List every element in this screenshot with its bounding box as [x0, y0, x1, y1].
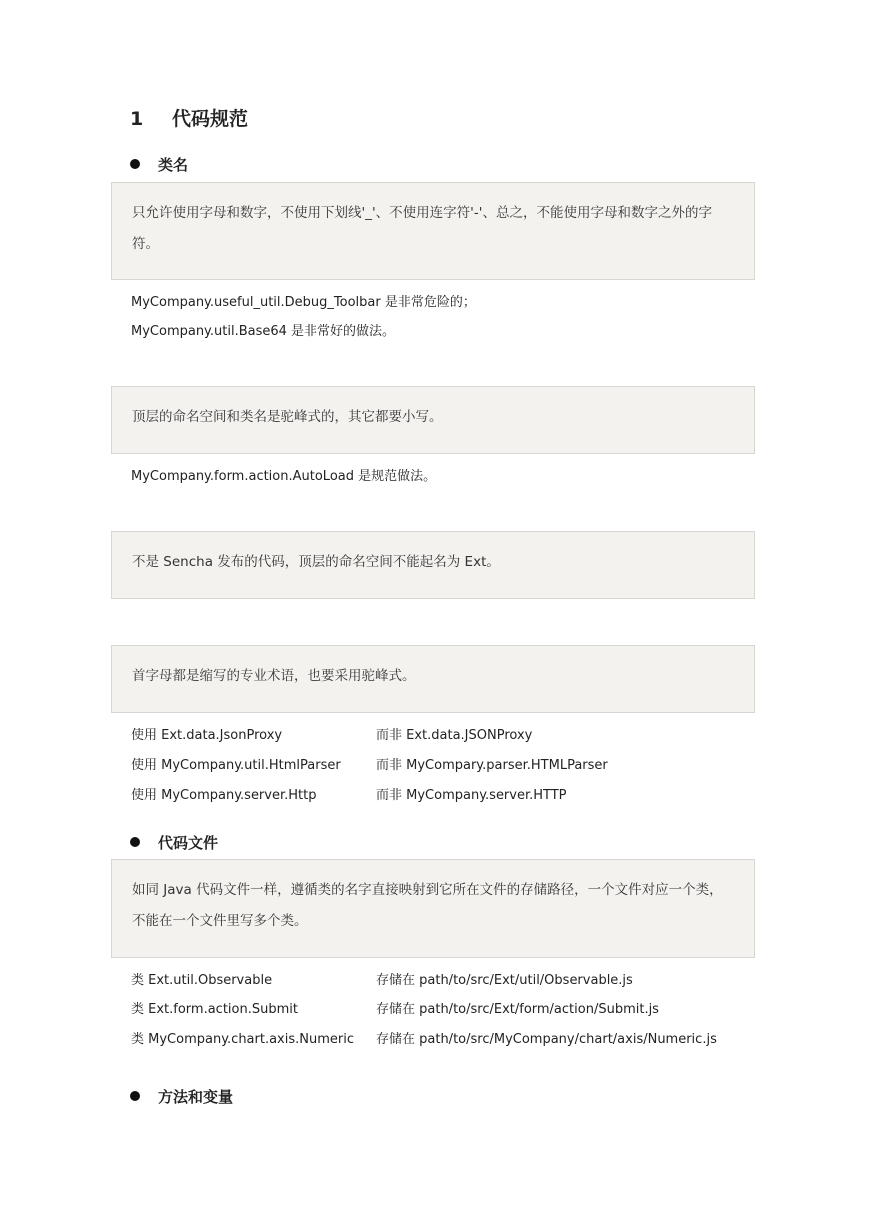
table-cell: 存储在 path/to/src/Ext/form/action/Submit.js [376, 1002, 659, 1017]
note-text: 顶层的命名空间和类名是驼峰式的，其它都要小写。 [132, 409, 443, 425]
bullet-label: 方法和变量 [158, 1088, 234, 1106]
heading-title: 代码规范 [172, 108, 249, 130]
bullet-label: 代码文件 [158, 834, 219, 852]
heading-number: 1 [130, 108, 144, 130]
note-box [111, 182, 755, 280]
note-box [111, 645, 755, 713]
table-cell: 而非 MyCompary.parser.HTMLParser [376, 758, 608, 773]
note-box [111, 386, 755, 454]
example-line: MyCompany.form.action.AutoLoad 是规范做法。 [131, 469, 437, 484]
note-text: 不是 Sencha 发布的代码，顶层的命名空间不能起名为 Ext。 [132, 554, 500, 570]
bullet-class-name [130, 154, 188, 175]
bullet-methods-vars [130, 1086, 233, 1107]
table-cell: 存储在 path/to/src/MyCompany/chart/axis/Numeric.js [376, 1032, 717, 1047]
table-cell: 类 Ext.form.action.Submit [131, 1002, 298, 1017]
note-text: 只允许使用字母和数字，不使用下划线'_'、不使用连字符'-'、总之，不能使用字母和数字之外的字符。 [132, 205, 712, 252]
section-heading [130, 104, 248, 131]
table-cell: 类 Ext.util.Observable [131, 973, 273, 988]
example-line: MyCompany.util.Base64 是非常好的做法。 [131, 324, 396, 339]
note-text: 如同 Java 代码文件一样，遵循类的名字直接映射到它所在文件的存储路径，一个文件对应一个类，不能在一个文件里写多个类。 [132, 882, 723, 929]
note-box [111, 859, 755, 958]
example-line: MyCompany.useful_util.Debug_Toolbar 是非常危险的； [131, 295, 476, 310]
note-box [111, 531, 755, 599]
bullet-dot-icon [130, 159, 140, 169]
table-cell: 使用 MyCompany.server.Http [131, 788, 317, 803]
bullet-dot-icon [130, 837, 140, 847]
bullet-label: 类名 [158, 156, 189, 174]
table-cell: 存储在 path/to/src/Ext/util/Observable.js [376, 973, 633, 988]
bullet-code-file [130, 832, 218, 853]
table-cell: 使用 Ext.data.JsonProxy [131, 728, 283, 743]
note-text: 首字母都是缩写的专业术语，也要采用驼峰式。 [132, 668, 416, 684]
table-cell: 而非 MyCompany.server.HTTP [376, 788, 567, 803]
table-cell: 使用 MyCompany.util.HtmlParser [131, 758, 341, 773]
bullet-dot-icon [130, 1091, 140, 1101]
table-cell: 而非 Ext.data.JSONProxy [376, 728, 533, 743]
table-cell: 类 MyCompany.chart.axis.Numeric [131, 1032, 354, 1047]
